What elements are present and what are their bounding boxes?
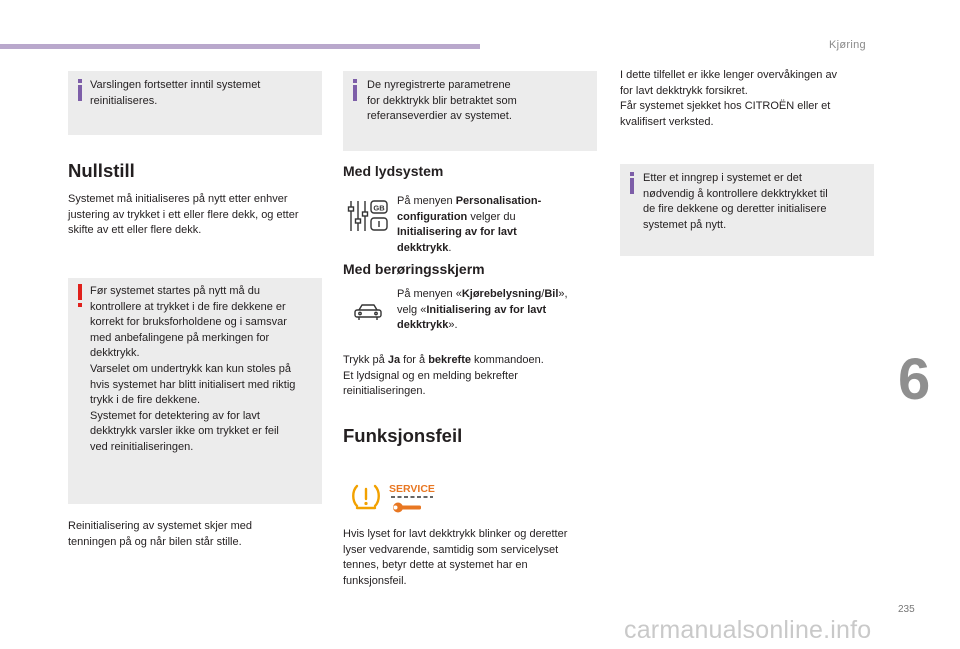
touch-menu-sub: Bil [544, 288, 559, 300]
section-heading-fault: Funksjonsfeil [343, 425, 463, 446]
touch-action-name: Initialisering av for lavt dekktrykk [397, 303, 547, 332]
warning-exclamation-icon [77, 284, 83, 308]
info-box-text: Varslingen fortsetter inntil systemet reinitialiseres. [90, 79, 261, 107]
watermark: carmanualsonline.info [624, 616, 872, 644]
info-icon [77, 79, 83, 101]
heading-touchscreen: Med berøringsskjerm [343, 261, 485, 277]
reset-intro: Systemet må initialiseres på nytt etter enhver justering av trykket i ett eller flere dekk, og etter skifte av ett eller flere dekk. [68, 193, 299, 237]
service-wrench-icon [389, 482, 435, 516]
service-label: SERVICE [389, 483, 435, 495]
audio-action-name: Initialisering av for lavt dekktrykk [397, 226, 517, 254]
section-heading-reset: Nullstill [68, 160, 135, 181]
info-icon [629, 172, 635, 194]
svg-text:GB: GB [373, 203, 385, 213]
info-icon [352, 79, 358, 101]
audio-settings-icon [347, 197, 391, 235]
heading-audio-system: Med lydsystem [343, 163, 444, 179]
audio-menu-name: Personalisation- configuration [397, 195, 542, 223]
reset-footer: Reinitialisering av systemet skjer med tenningen på og når bilen står stille. [68, 520, 253, 548]
fault-description: Hvis lyset for lavt dekktrykk blinker og deretter lyser vedvarende, samtidig som servicelyset tennes, betyr dette at systemet har en funksjonsfeil. [343, 528, 568, 587]
header-bar [0, 44, 480, 49]
tyre-pressure-warning-icon [349, 482, 383, 512]
touch-menu-name: Kjørebelysning [461, 288, 542, 300]
touch-instruction: På menyen «Kjørebelysning/Bil», velg «Initialisering av for lavt dekktrykk». [397, 288, 568, 332]
car-icon [353, 302, 383, 322]
page-number: 235 [898, 604, 915, 615]
info-box-text: Etter et inngrep i systemet er det nødvendig å kontrollere dekktrykket til de fire dekkene og deretter initialisere systemet på nytt. [643, 172, 828, 231]
audio-instruction: På menyen Personalisation- configuration velger du Initialisering av for lavt dekktrykk. [397, 195, 542, 254]
confirm-instruction: Trykk på Ja for å bekrefte kommandoen. Et lydsignal og en melding bekrefter reinitialiseringen. [343, 354, 544, 398]
section-title: Kjøring [829, 39, 866, 51]
warning-box-text: Før systemet startes på nytt må du kontrollere at trykket i de fire dekkene er korrekt for bruksforholdene og i samsvar med anbefalingene på merkingen for dekktrykk. Varselet om undertrykk kan kun stoles på hvis systemet har blitt initialisert med riktig trykk i de fire dekkene. Systemet for detektering av for lavt dekktrykk varsler ikke om trykket er feil ved reinitialiseringen. [90, 285, 296, 453]
fault-continuation: I dette tilfellet er ikke lenger overvåkingen av for lavt dekktrykk forsikret. Får systemet sjekket hos CITROËN eller et kvalifisert verksted. [620, 69, 838, 128]
info-box-text: De nyregistrerte parametrene for dekktrykk blir betraktet som referanseverdier av systemet. [367, 79, 517, 123]
chapter-number: 6 [898, 347, 931, 412]
